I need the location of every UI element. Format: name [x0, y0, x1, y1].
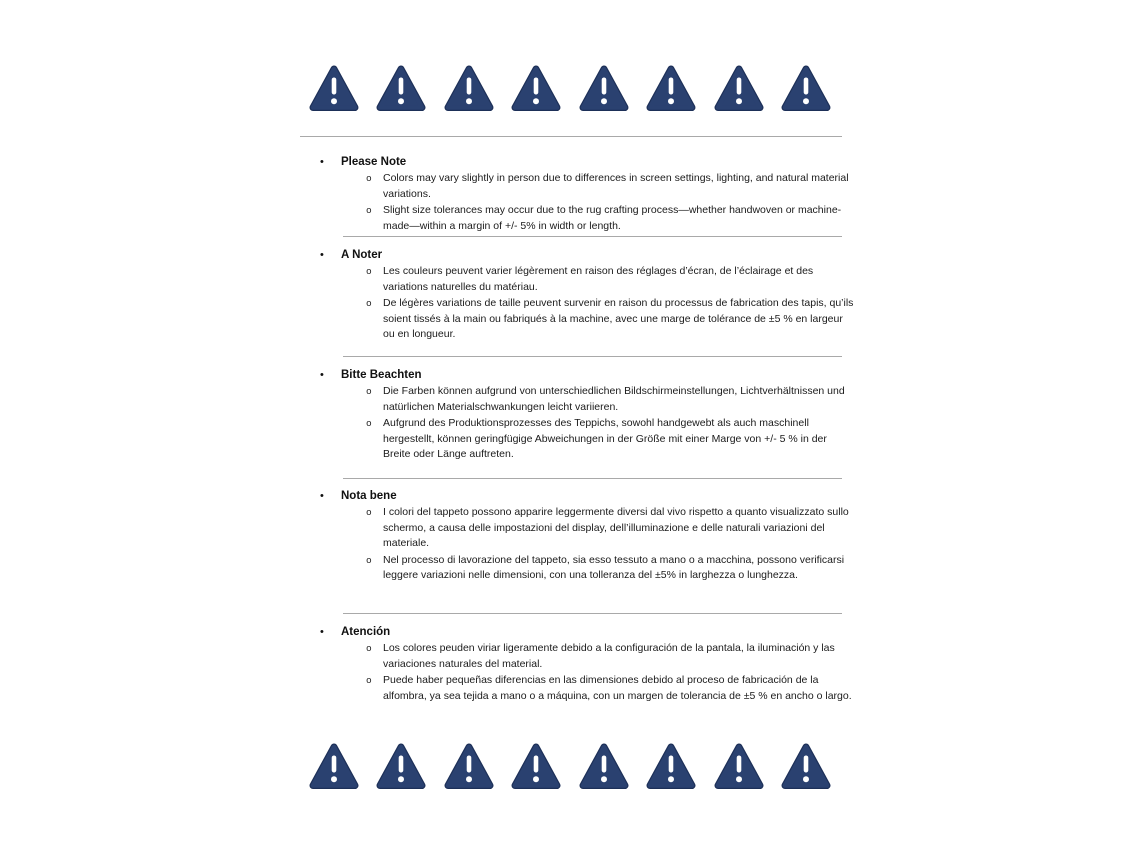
- note-section-german: [316, 368, 856, 464]
- note-item: Les couleurs peuvent varier légèrement en raison des réglages d’écran, de l’éclairage et des variations naturelles du matériau.: [383, 265, 814, 293]
- circle-bullet-icon: o: [366, 386, 372, 397]
- note-item: Los colores peuden viriar ligeramente debido a la configuración de la pantala, la iluminación y las variaciones naturales del material.: [383, 642, 835, 670]
- note-item: I colori del tappeto possono apparire leggermente diversi dal vivo rispetto a quanto visualizzato sullo schermo, a causa delle impostazioni del display, dell’illuminazione e delle naturali variazioni del materiale.: [383, 506, 849, 549]
- circle-bullet-icon: o: [366, 205, 372, 216]
- circle-bullet-icon: o: [366, 507, 372, 518]
- bullet-icon: •: [320, 249, 324, 261]
- circle-bullet-icon: o: [366, 643, 372, 654]
- warning-triangle-icon: [375, 63, 427, 113]
- note-section-italian: [316, 489, 856, 585]
- section-heading: Atención: [341, 626, 391, 638]
- note-section-french: [316, 248, 856, 344]
- note-item: Colors may vary slightly in person due to differences in screen settings, lighting, and natural material variations.: [383, 172, 849, 200]
- warning-triangle-icon: [308, 741, 360, 791]
- warning-triangle-icon: [510, 741, 562, 791]
- warning-triangle-icon: [713, 741, 765, 791]
- note-section-english: [316, 155, 856, 235]
- warning-triangle-icon: [510, 63, 562, 113]
- section-heading: Nota bene: [341, 490, 397, 502]
- note-section-spanish: [316, 625, 856, 705]
- circle-bullet-icon: o: [366, 675, 372, 686]
- note-item: Puede haber pequeñas diferencias en las dimensiones debido al proceso de fabricación de la alfombra, ya sea tejida a mano o a máquina, con un margen de tolerancia de ±5 % en ancho o largo.: [383, 674, 852, 702]
- warning-icons-row-top: [308, 63, 832, 113]
- warning-triangle-icon: [645, 741, 697, 791]
- circle-bullet-icon: o: [366, 554, 372, 566]
- section-divider: [343, 356, 842, 357]
- section-heading: A Noter: [341, 249, 383, 261]
- warning-triangle-icon: [645, 63, 697, 113]
- note-item: Aufgrund des Produktionsprozesses des Teppichs, sowohl handgewebt als auch maschinell hergestellt, können geringfügige Abweichungen in der Größe mit einer Marge von +/- 5 % in der Breite oder Länge auftreten.: [383, 417, 827, 460]
- top-divider: [300, 136, 842, 137]
- warning-triangle-icon: [780, 741, 832, 791]
- section-divider: [343, 236, 842, 237]
- circle-bullet-icon: o: [366, 298, 372, 309]
- warning-triangle-icon: [578, 741, 630, 791]
- bullet-icon: •: [320, 490, 324, 502]
- warning-triangle-icon: [780, 63, 832, 113]
- note-item: Nel processo di lavorazione del tappeto, sia esso tessuto a mano o a macchina, possono verificarsi leggere variazioni nelle dimensioni, con una tolleranza del ±5% in larghezza o lunghezza.: [383, 553, 845, 581]
- section-heading: Bitte Beachten: [341, 369, 422, 381]
- note-item: De légères variations de taille peuvent survenir en raison du processus de fabrication des tapis, qu’ils soient tissés à la main ou fabriqués à la machine, avec une marge de tolérance de ±5 % en largeur ou en longueur.: [383, 297, 854, 340]
- warning-triangle-icon: [375, 741, 427, 791]
- bullet-icon: •: [320, 626, 324, 638]
- warning-triangle-icon: [443, 741, 495, 791]
- circle-bullet-icon: o: [366, 266, 372, 277]
- circle-bullet-icon: o: [366, 173, 372, 184]
- bullet-icon: •: [320, 156, 324, 168]
- warning-icons-row-bottom: [308, 741, 832, 791]
- section-heading: Please Note: [341, 156, 407, 168]
- warning-triangle-icon: [713, 63, 765, 113]
- warning-triangle-icon: [308, 63, 360, 113]
- circle-bullet-icon: o: [366, 418, 372, 429]
- section-divider: [343, 478, 842, 479]
- section-divider: [343, 613, 842, 614]
- note-item: Slight size tolerances may occur due to the rug crafting process—whether handwoven or machine-made—within a margin of +/- 5% in width or length.: [383, 204, 842, 232]
- warning-triangle-icon: [578, 63, 630, 113]
- bullet-icon: •: [320, 369, 324, 381]
- warning-triangle-icon: [443, 63, 495, 113]
- note-item: Die Farben können aufgrund von unterschiedlichen Bildschirmeinstellungen, Lichtverhältnissen und natürlichen Materialschwankungen leicht variieren.: [383, 385, 845, 413]
